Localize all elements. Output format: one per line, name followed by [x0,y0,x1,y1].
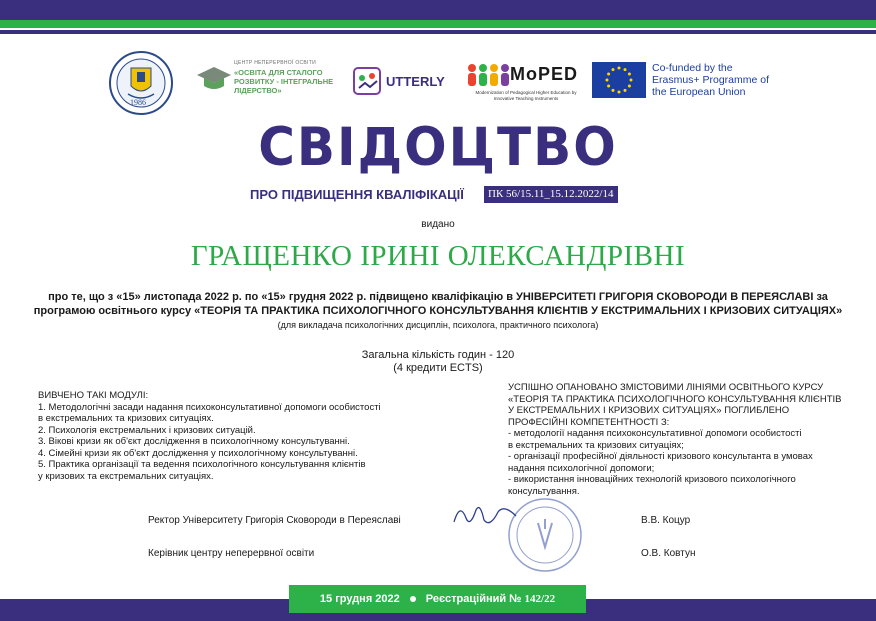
qualification-statement [0,290,876,318]
seal-year: 1986 [130,98,146,107]
certificate-title: СВІДОЦТВО [258,116,618,178]
center-head-name: О.В. Ковтун [641,548,696,559]
registration-number: 142/22 [524,593,556,605]
competency-line: - використання інноваційних технологій кризового психологічного [508,474,796,485]
partner-logos [108,50,768,120]
statement-line-2: програмою освітнього курсу «ТЕОРІЯ ТА ПРАКТИКА ПСИХОЛОГІЧНОГО КОНСУЛЬТУВАННЯ КЛІЄНТІВ У ЕКСТРИМАЛЬНИХ І КРИЗОВИХ СИТУАЦІЯХ» [33,305,843,317]
module-line: 3. Вікові кризи як об'єкт дослідження в психологічному консультуванні. [38,436,350,447]
certificate-subtitle: ПРО ПІДВИЩЕННЯ КВАЛІФІКАЦІЇ [250,187,464,202]
university-seal-logo [108,50,174,116]
registration-label: Реєстраційний № [425,593,522,605]
rector-signature-icon [450,498,520,534]
graduation-cap-icon [196,64,232,94]
competency-line: - організації професійної діяльності кризового консультанта в умовах [508,451,813,462]
module-line: 2. Психологія екстремальних і кризових ситуацій. [38,424,256,436]
competency-line: У ЕКСТРЕМАЛЬНИХ І КРИЗОВИХ СИТУАЦІЯХ» ПОГЛИБЛЕНО [508,405,790,416]
module-line: 1. Методологічні засади надання психоконсультативної допомоги особистості [38,401,381,413]
utterly-icon [352,64,384,103]
module-line: 5. Практика організації та ведення психологічного консультування клієнтів [38,459,366,470]
total-hours: Загальна кількість годин - 120 [361,349,515,361]
competency-line: в екстремальних та кризових ситуаціях; [508,439,684,451]
module-line: у кризових та екстремальних ситуаціях. [38,470,214,482]
rector-title: Ректор Університету Григорія Сковороди в Переяславі [148,515,401,526]
osvita-center-label: ЦЕНТР НЕПЕРЕРВНОЇ ОСВІТИ [234,60,316,66]
erasmus-text: Co-funded by the Erasmus+ Programme of the European Union [652,62,769,98]
people-icon [466,62,510,93]
moped-wordmark: MoPED [510,64,578,84]
module-line: в екстремальних та кризових ситуаціях. [38,413,214,424]
separator-dot-icon [410,596,416,602]
competency-line: ПРОФЕСІЙНІ КОМПЕТЕНТНОСТІ З: [508,416,670,428]
competency-line: «ТЕОРІЯ ТА ПРАКТИКА ПСИХОЛОГІЧНОГО КОНСУЛЬТУВАННЯ КЛІЄНТІВ [508,393,842,405]
utterly-logo [352,62,460,102]
competency-line: надання психологічної допомоги; [508,462,655,474]
module-line: 4. Сімейні кризи як об'єкт дослідження у психологічному консультуванні. [38,447,358,459]
modules-list [38,390,418,482]
issue-date: 15 грудня 2022 [319,593,400,605]
competency-line: консультування. [508,485,580,497]
footer-badge [289,585,586,613]
moped-subtitle: Modernization of Pedagogical Higher Education by Innovative Teaching Instruments [475,90,577,101]
erasmus-logo [592,60,772,102]
statement-note: (для викладача психологічних дисциплін, психолога, практичного психолога) [277,320,599,330]
center-head-title: Керівник центру неперервної освіти [148,548,315,559]
competency-line: УСПІШНО ОПАНОВАНО ЗМІСТОВИМИ ЛІНІЯМИ ОСВІТНЬОГО КУРСУ [508,382,824,393]
ects-credits: (4 кредити ECTS) [393,362,483,374]
utterly-wordmark: UTTERLY [386,74,445,89]
competencies-list [508,382,848,497]
top-navy-band [0,0,876,20]
eu-flag-icon [592,62,646,98]
modules-heading: ВИВЧЕНО ТАКІ МОДУЛІ: [38,390,149,401]
competency-line: - методології надання психоконсультативної допомоги особистості [508,428,802,439]
top-navy-thin-band [0,30,876,34]
hours-block [0,349,876,375]
osvita-logo [196,60,336,108]
issued-label: видано [421,219,455,230]
moped-logo [466,60,586,110]
registration-code: ПК 56/15.11_15.12.2022/14 [484,186,618,203]
recipient-name: ГРАЩЕНКО ІРИНІ ОЛЕКСАНДРІВНІ [190,240,686,272]
top-green-band [0,20,876,28]
statement-line-1: про те, що з «15» листопада 2022 р. по «15» грудня 2022 р. підвищено кваліфікацію в УНІВЕРСИТЕТІ ГРИГОРІЯ СКОВОРОДИ В ПЕРЕЯСЛАВІ за [48,291,828,303]
rector-name: В.В. Коцур [641,515,691,526]
osvita-title: «ОСВІТА ДЛЯ СТАЛОГО РОЗВИТКУ - ІНТЕГРАЛЬНЕ ЛІДЕРСТВО» [234,68,334,95]
